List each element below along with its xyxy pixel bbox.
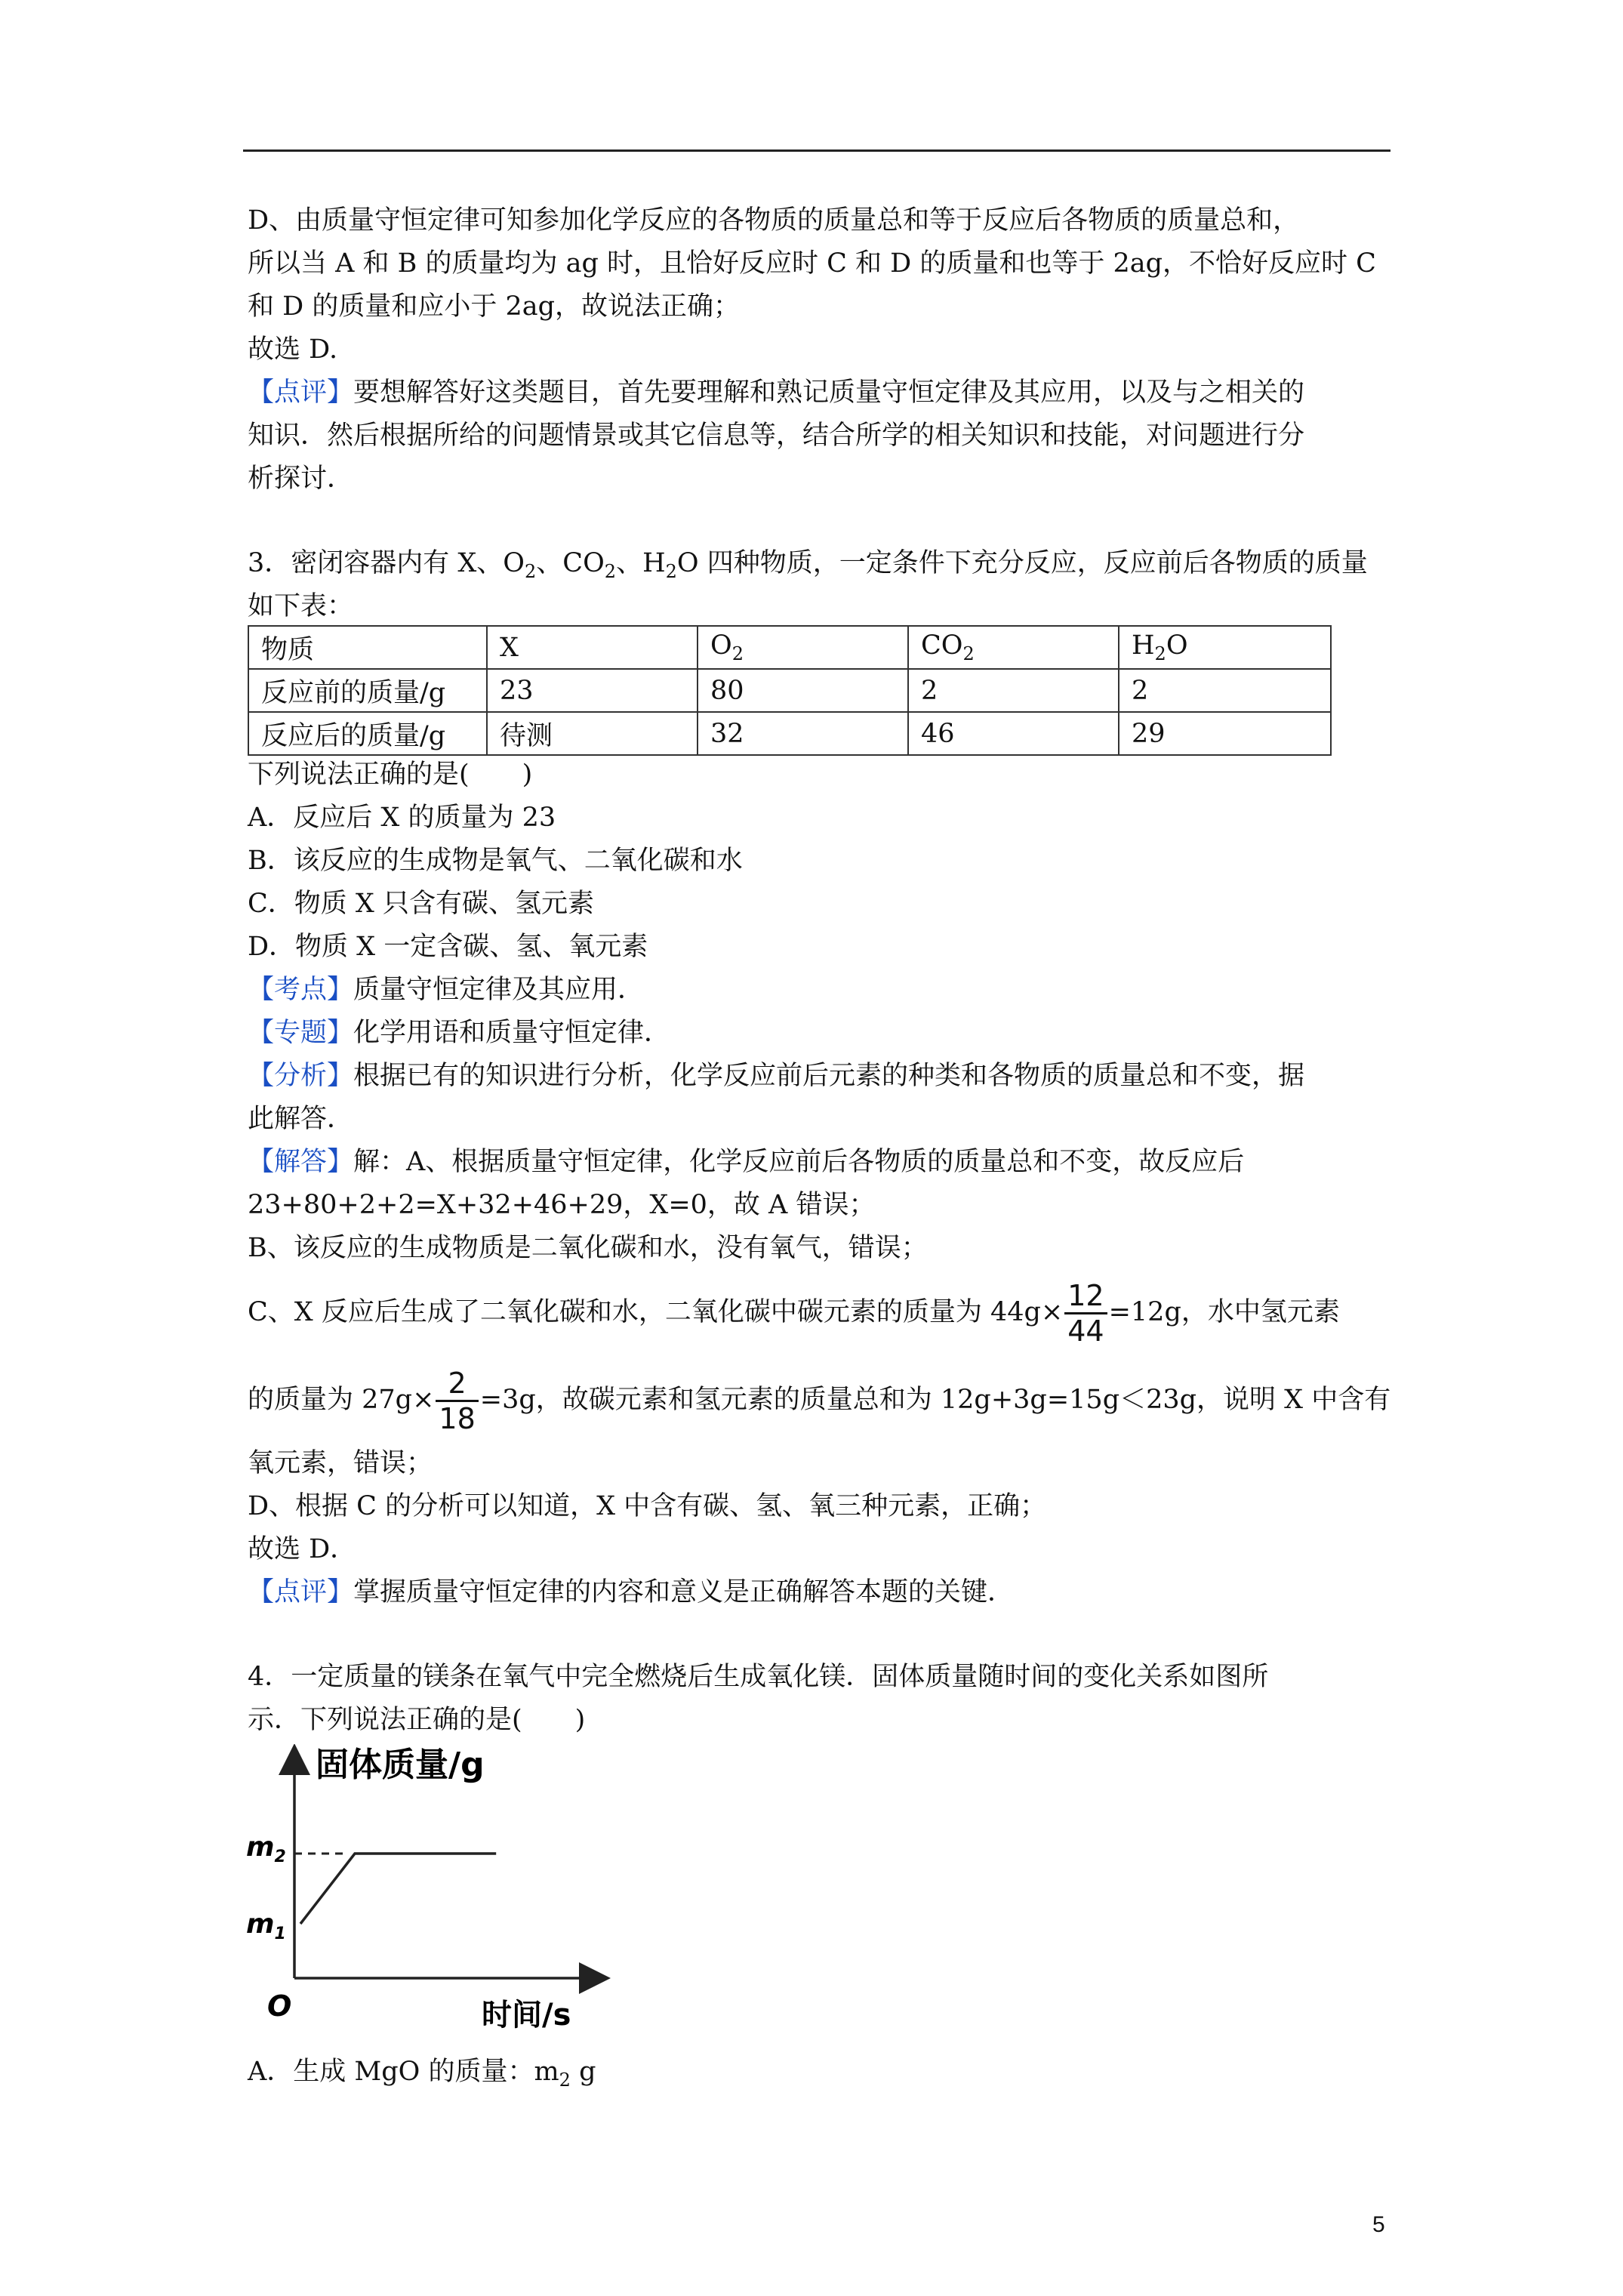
- q3-option-c: C．物质 X 只含有碳、氢元素: [248, 889, 594, 919]
- prev-comment-line-3: 析探讨．: [248, 464, 354, 494]
- table-row: [248, 669, 1331, 712]
- prev-comment-line-1: 【点评】要想解答好这类题目，首先要理解和熟记质量守恒定律及其应用，以及与之相关的: [248, 378, 1305, 408]
- table-cell: 2: [908, 669, 1119, 712]
- origin-label: O: [267, 1989, 292, 2023]
- table-cell: 待测: [487, 712, 698, 755]
- mass-table: [248, 625, 1332, 756]
- series-line: [300, 1854, 496, 1924]
- table-cell: 2: [1119, 669, 1331, 712]
- x-axis-label: 时间/s: [482, 1998, 571, 2032]
- prev-d-line-1: D、由质量守恒定律可知参加化学反应的各物质的质量总和等于反应后各物质的质量总和，: [248, 205, 1300, 236]
- q3-jieda-2: 23+80+2+2=X+32+46+29，X=0，故 A 错误；: [248, 1190, 876, 1220]
- table-cell: $CO_2$: [908, 626, 1119, 669]
- table-cell: 23: [487, 669, 698, 712]
- mass-time-chart: [240, 1744, 633, 2069]
- q4-option-a: A．生成 MgO 的质量：$m_2$ g: [248, 2057, 596, 2091]
- tick-label-m1: $m_1$: [246, 1909, 286, 1943]
- header-rule: [243, 149, 1390, 152]
- fraction-12-44: $\frac{12}{44}$: [1064, 1279, 1107, 1348]
- q3-option-d: D．物质 X 一定含碳、氢、氧元素: [248, 932, 648, 962]
- q3-jieda-4: 氧元素，错误；: [248, 1448, 433, 1478]
- prev-d-line-3: 和 D 的质量和应小于 2ag，故说法正确；: [248, 291, 740, 322]
- q3-comment: 【点评】掌握质量守恒定律的内容和意义是正确解答本题的关键．: [248, 1577, 1015, 1607]
- tick-label-m2: $m_2$: [246, 1832, 286, 1866]
- q3-option-a: A．反应后 X 的质量为 23: [248, 803, 556, 833]
- table-cell: 反应后的质量/g: [248, 712, 487, 755]
- q3-zhuanti: 【专题】化学用语和质量守恒定律．: [248, 1018, 671, 1048]
- table-cell: 29: [1119, 712, 1331, 755]
- table-header-row: [248, 626, 1331, 669]
- q3-jieda-c: C、X 反应后生成了二氧化碳和水，二氧化碳中碳元素的质量为 44g× $\frac{12}{44}$ =12g，水中氢元素: [248, 1279, 1340, 1348]
- q4-stem-1: 4．一定质量的镁条在氧气中完全燃烧后生成氧化镁．固体质量随时间的变化关系如图所: [248, 1662, 1269, 1692]
- table-cell: X: [487, 626, 698, 669]
- q3-fenxi-2: 此解答．: [248, 1104, 354, 1134]
- prev-comment-line-2: 知识．然后根据所给的问题情景或其它信息等，结合所学的相关知识和技能，对问题进行分: [248, 421, 1305, 451]
- q3-jieda-1: 【解答】解：A、根据质量守恒定律，化学反应前后各物质的质量总和不变，故反应后: [248, 1147, 1245, 1177]
- table-cell: $O_2$: [698, 626, 908, 669]
- q3-question: 下列说法正确的是( ): [248, 760, 533, 790]
- table-row: [248, 712, 1331, 755]
- page-number: 5: [1372, 2212, 1385, 2237]
- table-cell: 物质: [248, 626, 487, 669]
- table-cell: 80: [698, 669, 908, 712]
- q3-jieda-h: 的质量为 27g× $\frac{2}{18}$ =3g，故碳元素和氢元素的质量总和为 12g+3g=15g＜23g，说明 X 中含有: [248, 1367, 1391, 1435]
- q3-option-b: B．该反应的生成物是氧气、二氧化碳和水: [248, 846, 743, 876]
- comment-tag: 【点评】: [248, 378, 354, 408]
- prev-d-line-2: 所以当 A 和 B 的质量均为 ag 时，且恰好反应时 C 和 D 的质量和也等于 2ag，不恰好反应时 C: [248, 248, 1376, 279]
- q3-jieda-5: D、根据 C 的分析可以知道，X 中含有碳、氢、氧三种元素，正确；: [248, 1491, 1047, 1521]
- q3-fenxi-1: 【分析】根据已有的知识进行分析，化学反应前后元素的种类和各物质的质量总和不变，据: [248, 1061, 1305, 1091]
- q3-jieda-3: B、该反应的生成物质是二氧化碳和水，没有氧气，错误；: [248, 1233, 928, 1263]
- table-cell: 46: [908, 712, 1119, 755]
- table-cell: 反应前的质量/g: [248, 669, 487, 712]
- fraction-2-18: $\frac{2}{18}$: [436, 1367, 478, 1435]
- q3-choose: 故选 D．: [248, 1534, 357, 1564]
- q3-stem-2: 如下表：: [248, 591, 354, 621]
- q3-stem: 3．密闭容器内有 X、$O_2$、$CO_2$、$H_2O$ 四种物质，一定条件下充分反应，反应前后各物质的质量: [248, 548, 1368, 582]
- table-cell: 32: [698, 712, 908, 755]
- prev-choose: 故选 D.: [248, 334, 338, 365]
- q4-stem-2: 示．下列说法正确的是( ): [248, 1705, 586, 1735]
- y-axis-label: 固体质量/g: [316, 1746, 485, 1784]
- table-cell: $H_2O$: [1119, 626, 1331, 669]
- q3-kaodian: 【考点】质量守恒定律及其应用．: [248, 975, 645, 1005]
